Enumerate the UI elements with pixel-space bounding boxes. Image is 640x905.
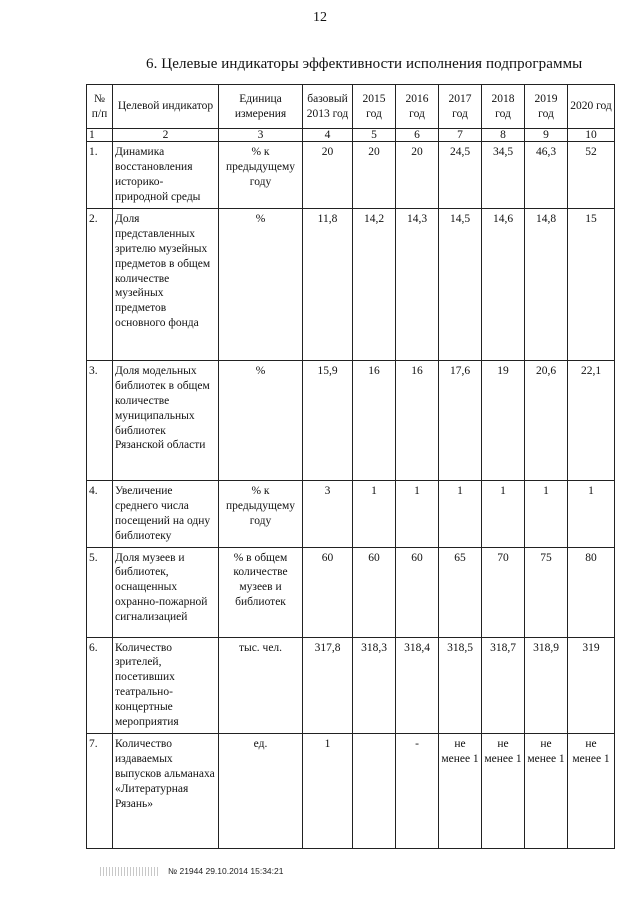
value-cell: 318,4 [396, 637, 439, 734]
table-row [87, 480, 615, 547]
header-indicator: Целевой индикатор [113, 85, 219, 129]
stamp-text: № 21944 29.10.2014 15:34:21 [168, 866, 284, 876]
value-cell: 20 [303, 142, 353, 209]
indicator-name: Динамика восстановления историко-природной среды [113, 142, 219, 209]
column-number: 9 [525, 129, 568, 142]
value-cell: 15,9 [303, 360, 353, 480]
value-cell: не менее 1 [525, 734, 568, 849]
column-number: 1 [87, 129, 113, 142]
unit-cell: тыс. чел. [219, 637, 303, 734]
column-number: 5 [353, 129, 396, 142]
row-number: 4. [87, 480, 113, 547]
document-stamp [100, 866, 283, 876]
value-cell: не менее 1 [568, 734, 615, 849]
header-2015: 2015 год [353, 85, 396, 129]
value-cell: 14,5 [439, 208, 482, 360]
column-number: 10 [568, 129, 615, 142]
value-cell: 19 [482, 360, 525, 480]
value-cell: 14,3 [396, 208, 439, 360]
indicator-name: Доля модельных библиотек в общем количестве муниципальных библиотек Рязанской области [113, 360, 219, 480]
value-cell: 318,7 [482, 637, 525, 734]
value-cell: 1 [303, 734, 353, 849]
value-cell: 80 [568, 547, 615, 637]
indicator-name: Количество зрителей, посетивших театрально-концертные мероприятия [113, 637, 219, 734]
header-2018: 2018 год [482, 85, 525, 129]
value-cell: 70 [482, 547, 525, 637]
unit-cell: % к предыдущему году [219, 142, 303, 209]
value-cell: 318,9 [525, 637, 568, 734]
row-number: 5. [87, 547, 113, 637]
value-cell: не менее 1 [439, 734, 482, 849]
section-title: 6. Целевые индикаторы эффективности исполнения подпрограммы [146, 56, 583, 72]
stamp-mark-icon [100, 867, 158, 876]
value-cell: 318,3 [353, 637, 396, 734]
header-2020: 2020 год [568, 85, 615, 129]
column-number-row [87, 129, 615, 142]
value-cell: 65 [439, 547, 482, 637]
column-number: 3 [219, 129, 303, 142]
unit-cell: % к предыдущему году [219, 480, 303, 547]
column-number: 2 [113, 129, 219, 142]
header-unit: Единица измерения [219, 85, 303, 129]
value-cell: 52 [568, 142, 615, 209]
value-cell: - [396, 734, 439, 849]
value-cell: 20,6 [525, 360, 568, 480]
table-row [87, 734, 615, 849]
value-cell: 1 [525, 480, 568, 547]
header-2016: 2016 год [396, 85, 439, 129]
value-cell: 60 [303, 547, 353, 637]
value-cell: 16 [353, 360, 396, 480]
indicator-name: Количество издаваемых выпусков альманаха «Литературная Рязань» [113, 734, 219, 849]
value-cell: 318,5 [439, 637, 482, 734]
value-cell: 1 [396, 480, 439, 547]
value-cell: 1 [353, 480, 396, 547]
table-row [87, 637, 615, 734]
row-number: 3. [87, 360, 113, 480]
unit-cell: % [219, 360, 303, 480]
header-2017: 2017 год [439, 85, 482, 129]
row-number: 2. [87, 208, 113, 360]
value-cell: 317,8 [303, 637, 353, 734]
page-number: 12 [313, 10, 327, 25]
column-number: 7 [439, 129, 482, 142]
value-cell: 3 [303, 480, 353, 547]
column-number: 8 [482, 129, 525, 142]
header-number: № п/п [87, 85, 113, 129]
row-number: 7. [87, 734, 113, 849]
value-cell: 20 [353, 142, 396, 209]
table-header-row [87, 85, 615, 129]
table-row [87, 547, 615, 637]
value-cell: 46,3 [525, 142, 568, 209]
column-number: 4 [303, 129, 353, 142]
value-cell: 1 [439, 480, 482, 547]
column-number: 6 [396, 129, 439, 142]
unit-cell: % в общем количестве музеев и библиотек [219, 547, 303, 637]
indicator-name: Увеличение среднего числа посещений на одну библиотеку [113, 480, 219, 547]
value-cell: 60 [396, 547, 439, 637]
value-cell: 14,6 [482, 208, 525, 360]
value-cell: 319 [568, 637, 615, 734]
value-cell: 1 [482, 480, 525, 547]
value-cell: 15 [568, 208, 615, 360]
value-cell: 20 [396, 142, 439, 209]
value-cell: 16 [396, 360, 439, 480]
indicators-table [86, 84, 615, 849]
row-number: 6. [87, 637, 113, 734]
row-number: 1. [87, 142, 113, 209]
header-base-2013: базовый 2013 год [303, 85, 353, 129]
value-cell: 14,2 [353, 208, 396, 360]
value-cell [353, 734, 396, 849]
value-cell: 24,5 [439, 142, 482, 209]
value-cell: 1 [568, 480, 615, 547]
value-cell: не менее 1 [482, 734, 525, 849]
value-cell: 11,8 [303, 208, 353, 360]
value-cell: 34,5 [482, 142, 525, 209]
table-row [87, 360, 615, 480]
value-cell: 22,1 [568, 360, 615, 480]
value-cell: 75 [525, 547, 568, 637]
value-cell: 17,6 [439, 360, 482, 480]
value-cell: 14,8 [525, 208, 568, 360]
unit-cell: ед. [219, 734, 303, 849]
indicator-name: Доля представленных зрителю музейных предметов в общем количестве музейных предметов основного фонда [113, 208, 219, 360]
unit-cell: % [219, 208, 303, 360]
table-row [87, 142, 615, 209]
table-row [87, 208, 615, 360]
value-cell: 60 [353, 547, 396, 637]
header-2019: 2019 год [525, 85, 568, 129]
indicator-name: Доля музеев и библиотек, оснащенных охранно-пожарной сигнализацией [113, 547, 219, 637]
